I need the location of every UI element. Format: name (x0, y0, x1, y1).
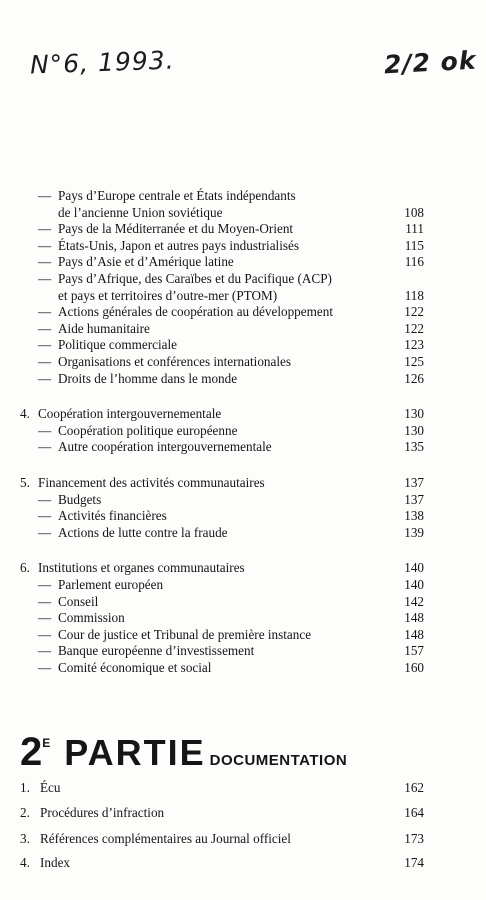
toc-page-number: 108 (404, 204, 424, 220)
toc-dash: — (38, 304, 52, 320)
toc-dash: — (38, 610, 52, 626)
toc-item-title: Activités financières (58, 508, 167, 524)
toc-dash: — (38, 422, 52, 438)
toc-page-number: 122 (404, 320, 424, 336)
toc-item-title: Coopération politique européenne (58, 422, 238, 438)
toc-item-title: Aide humanitaire (58, 320, 150, 336)
toc-page-number: 135 (404, 439, 424, 455)
toc-doc-title: Écu (40, 780, 61, 795)
toc-item-title: Budgets (58, 491, 102, 507)
toc-dash: — (38, 577, 52, 592)
toc-dash: — (38, 237, 52, 253)
toc-item-title: Pays de la Méditerranée et du Moyen-Orient (58, 221, 294, 237)
toc-item-title: Droits de l’homme dans le monde (58, 370, 238, 386)
toc-page-number: 157 (404, 643, 424, 659)
toc-item-title: Banque européenne d’investissement (58, 643, 255, 659)
part-2-subtitle: DOCUMENTATION (209, 752, 348, 769)
toc-doc-title: Index (40, 855, 71, 870)
toc-item-title: Conseil (58, 593, 99, 609)
toc-page-number: 148 (404, 610, 424, 626)
toc-item-title: Commission (58, 610, 125, 626)
toc-section-title: Institutions et organes communautaires (38, 560, 245, 576)
toc-dash: — (38, 524, 52, 540)
toc-section-title: Financement des activités communautaires (38, 475, 265, 490)
toc-page-number: 164 (404, 805, 424, 820)
toc-item-title: Pays d’Asie et d’Amérique latine (58, 254, 234, 270)
toc-dash: — (38, 593, 52, 609)
toc-dash: — (38, 660, 52, 675)
toc-page-number: 111 (405, 221, 424, 237)
toc-item-title: Parlement européen (58, 577, 164, 592)
toc-page-number: 130 (404, 422, 424, 438)
toc-page-number: 142 (404, 593, 424, 609)
toc-page-number: 125 (404, 354, 424, 369)
toc-dash: — (38, 221, 52, 237)
part-2-superscript: E (42, 736, 51, 750)
toc-dash: — (38, 508, 52, 524)
toc-page-number: 173 (404, 831, 424, 846)
handwritten-issue-note: N°6, 1993. (29, 45, 176, 80)
toc-page-number: 162 (404, 780, 424, 795)
toc-doc-title: Références complémentaires au Journal officiel (40, 831, 291, 846)
toc-page-number: 116 (404, 254, 424, 270)
toc-item-title: Pays d’Europe centrale et États indépendants (58, 188, 296, 203)
part-2-number: 2 (20, 730, 43, 774)
toc-section-number: 6. (20, 560, 30, 576)
toc-item-title: Actions de lutte contre la fraude (58, 524, 228, 540)
toc-section-title: Coopération intergouvernementale (38, 406, 222, 422)
toc-dash: — (38, 370, 52, 386)
toc-page-number: 140 (404, 560, 424, 576)
toc-page-number: 139 (404, 524, 424, 540)
toc-page-number: 126 (404, 370, 424, 386)
part-2-word: PARTIE (64, 732, 206, 773)
toc-page-number: 138 (404, 508, 424, 524)
toc-doc-number: 3. (20, 831, 30, 846)
toc-page-number: 115 (404, 237, 424, 253)
toc-page-number: 137 (404, 491, 424, 507)
toc-item-title: Cour de justice et Tribunal de première instance (58, 626, 312, 642)
toc-dash: — (38, 337, 52, 353)
toc-page-number: 118 (404, 287, 424, 303)
toc-item-title: Organisations et conférences internationales (58, 354, 292, 369)
toc-doc-title: Procédures d’infraction (40, 805, 165, 820)
part-2-heading (20, 730, 347, 775)
toc-page-number: 140 (404, 577, 424, 592)
toc-dash: — (38, 320, 52, 336)
toc-item-title: de l’ancienne Union soviétique (58, 204, 223, 220)
toc-dash: — (38, 439, 52, 455)
toc-doc-number: 1. (20, 780, 30, 795)
toc-page-number: 137 (404, 475, 424, 490)
toc-dash: — (38, 271, 52, 286)
toc-item-title: États-Unis, Japon et autres pays industrialisés (58, 237, 299, 253)
toc-page-number: 160 (404, 660, 424, 675)
toc-item-title: Comité économique et social (58, 660, 212, 675)
toc-item-title: et pays et territoires d’outre-mer (PTOM) (58, 287, 278, 303)
toc-item-title: Actions générales de coopération au développement (58, 304, 333, 320)
toc-page-number: 130 (404, 406, 424, 422)
toc-dash: — (38, 491, 52, 507)
toc-item-title: Politique commerciale (58, 337, 178, 353)
toc-page-number: 174 (404, 855, 424, 870)
toc-dash: — (38, 188, 52, 203)
toc-dash: — (38, 254, 52, 270)
toc-page-number: 123 (404, 337, 424, 353)
toc-dash: — (38, 354, 52, 369)
toc-item-title: Autre coopération intergouvernementale (58, 439, 272, 455)
toc-doc-number: 4. (20, 855, 30, 870)
toc-section-number: 5. (20, 475, 30, 490)
toc-page-number: 122 (404, 304, 424, 320)
toc-section-number: 4. (20, 406, 30, 422)
toc-item-title: Pays d’Afrique, des Caraïbes et du Pacifique (ACP) (58, 271, 332, 286)
toc-page-number: 148 (404, 626, 424, 642)
toc-dash: — (38, 626, 52, 642)
toc-doc-number: 2. (20, 805, 30, 820)
handwritten-check-note: 2/2 ok (383, 45, 478, 80)
toc-dash: — (38, 643, 52, 659)
